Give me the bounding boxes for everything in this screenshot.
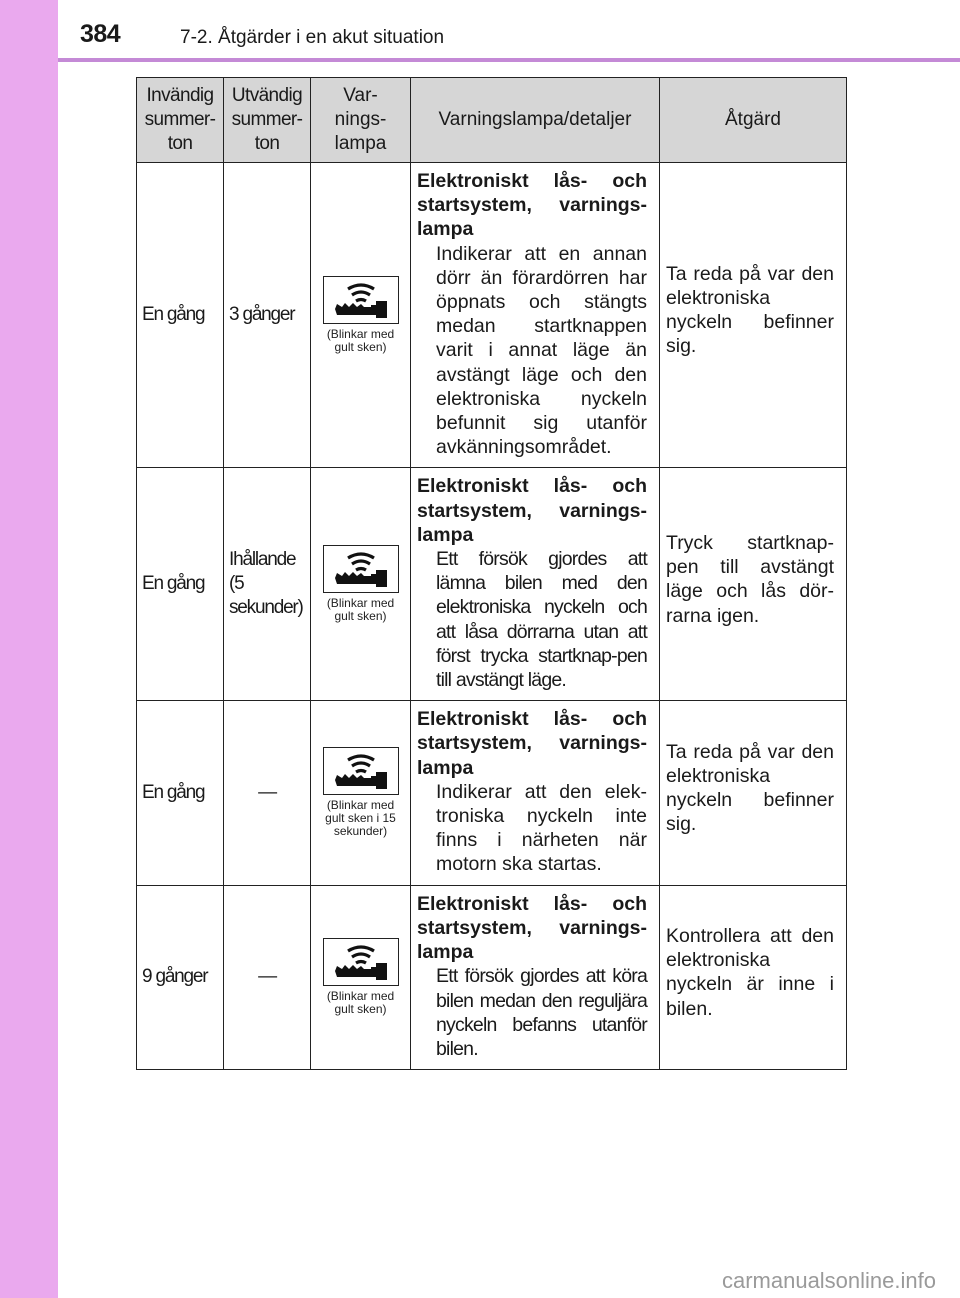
side-color-strip [0,0,58,1298]
header-lamp-line: Var- [343,85,378,106]
inside-buzzer-cell: En gång [137,468,224,701]
warning-lamp-cell [311,885,411,1069]
header-warning-lamp [311,78,411,163]
lamp-caption-line: (Blinkar med [326,798,395,813]
detail-cell [411,885,660,1069]
table-row [137,885,847,1069]
detail-title: Elektroniskt lås- och startsystem, varnings-lampa [417,708,647,779]
lamp-caption-line: (Blinkar med [326,596,395,611]
detail-body: Ett försök gjordes att lämna bilen med den elektroniska nyckeln och att låsa dörrarna utan att först trycka startknap-pen till avstängt läge. [436,548,647,692]
lamp-caption-line: (Blinkar med [326,989,395,1004]
header-action: Åtgärd [660,78,847,163]
header-lamp-line: lampa [334,133,387,154]
outside-buzzer-cell: — [224,885,311,1069]
lamp-caption-line: sekunder) [333,824,388,839]
section-title: 7-2. Åtgärder i en akut situation [180,27,445,48]
warning-lamp-cell [311,163,411,468]
detail-cell [411,163,660,468]
smart-key-warning-icon [323,747,399,795]
inside-buzzer-cell: En gång [137,701,224,885]
lamp-caption-line: (Blinkar med [326,327,395,342]
detail-body: Indikerar att den elek-troniska nyckeln inte finns i närheten när motorn ska startas. [436,780,647,876]
smart-key-warning-icon [323,545,399,593]
header-inside-buzzer [137,78,224,163]
inside-buzzer-cell: 9 gånger [137,885,224,1069]
warning-lamp-cell [311,701,411,885]
action-cell: Ta reda på var den elektroniska nyckeln befinner sig. [660,163,847,468]
action-cell: Ta reda på var den elektroniska nyckeln befinner sig. [660,701,847,885]
detail-body: Ett försök gjordes att köra bilen medan den reguljära nyckeln befanns utanför bilen. [436,965,647,1060]
header-outside-line: ton [254,133,280,154]
header-inside-line: ton [167,133,193,154]
footer-watermark: carmanualsonline.info [721,1268,936,1293]
header-divider [58,58,960,62]
detail-title: Elektroniskt lås- och startsystem, varnings-lampa [417,892,647,964]
lamp-caption-line: gult sken) [334,1002,387,1017]
lamp-caption-line: gult sken) [334,340,387,355]
header-outside-line: summer- [231,109,303,130]
header-outside-line: Utvändig [231,85,303,106]
outside-buzzer-cell: Ihållande (5 sekunder) [224,468,311,701]
table-header-row [137,78,847,163]
header-details: Varningslampa/detaljer [411,78,660,163]
table-row [137,701,847,885]
smart-key-warning-icon [323,938,399,986]
outside-buzzer-cell: — [224,701,311,885]
header-inside-line: Invändig [146,85,214,106]
table-row [137,163,847,468]
detail-title: Elektroniskt lås- och startsystem, varnings-lampa [417,170,647,241]
header-lamp-line: nings- [334,109,387,130]
smart-key-warning-icon [323,276,399,324]
detail-title: Elektroniskt lås- och startsystem, varnings-lampa [417,475,647,546]
detail-cell [411,701,660,885]
inside-buzzer-cell: En gång [137,163,224,468]
warning-lamp-cell [311,468,411,701]
table-row [137,468,847,701]
lamp-caption-line: gult sken i 15 [325,811,396,826]
detail-body: Indikerar att en annan dörr än förardörren har öppnats och stängts medan startknappen varit i annat läge än avstängt läge och den elektroniska nyckeln befunnit sig utanför avkänningsområdet. [436,242,647,459]
lamp-caption-line: gult sken) [334,609,387,624]
page-number: 384 [80,20,121,48]
action-cell: Tryck startknap-pen till avstängt läge och lås dör-rarna igen. [660,468,847,701]
header-outside-buzzer [224,78,311,163]
header-inside-line: summer- [144,109,216,130]
action-cell: Kontrollera att den elektroniska nyckeln är inne i bilen. [660,885,847,1069]
warning-table [136,77,847,1070]
detail-cell [411,468,660,701]
outside-buzzer-cell: 3 gånger [224,163,311,468]
